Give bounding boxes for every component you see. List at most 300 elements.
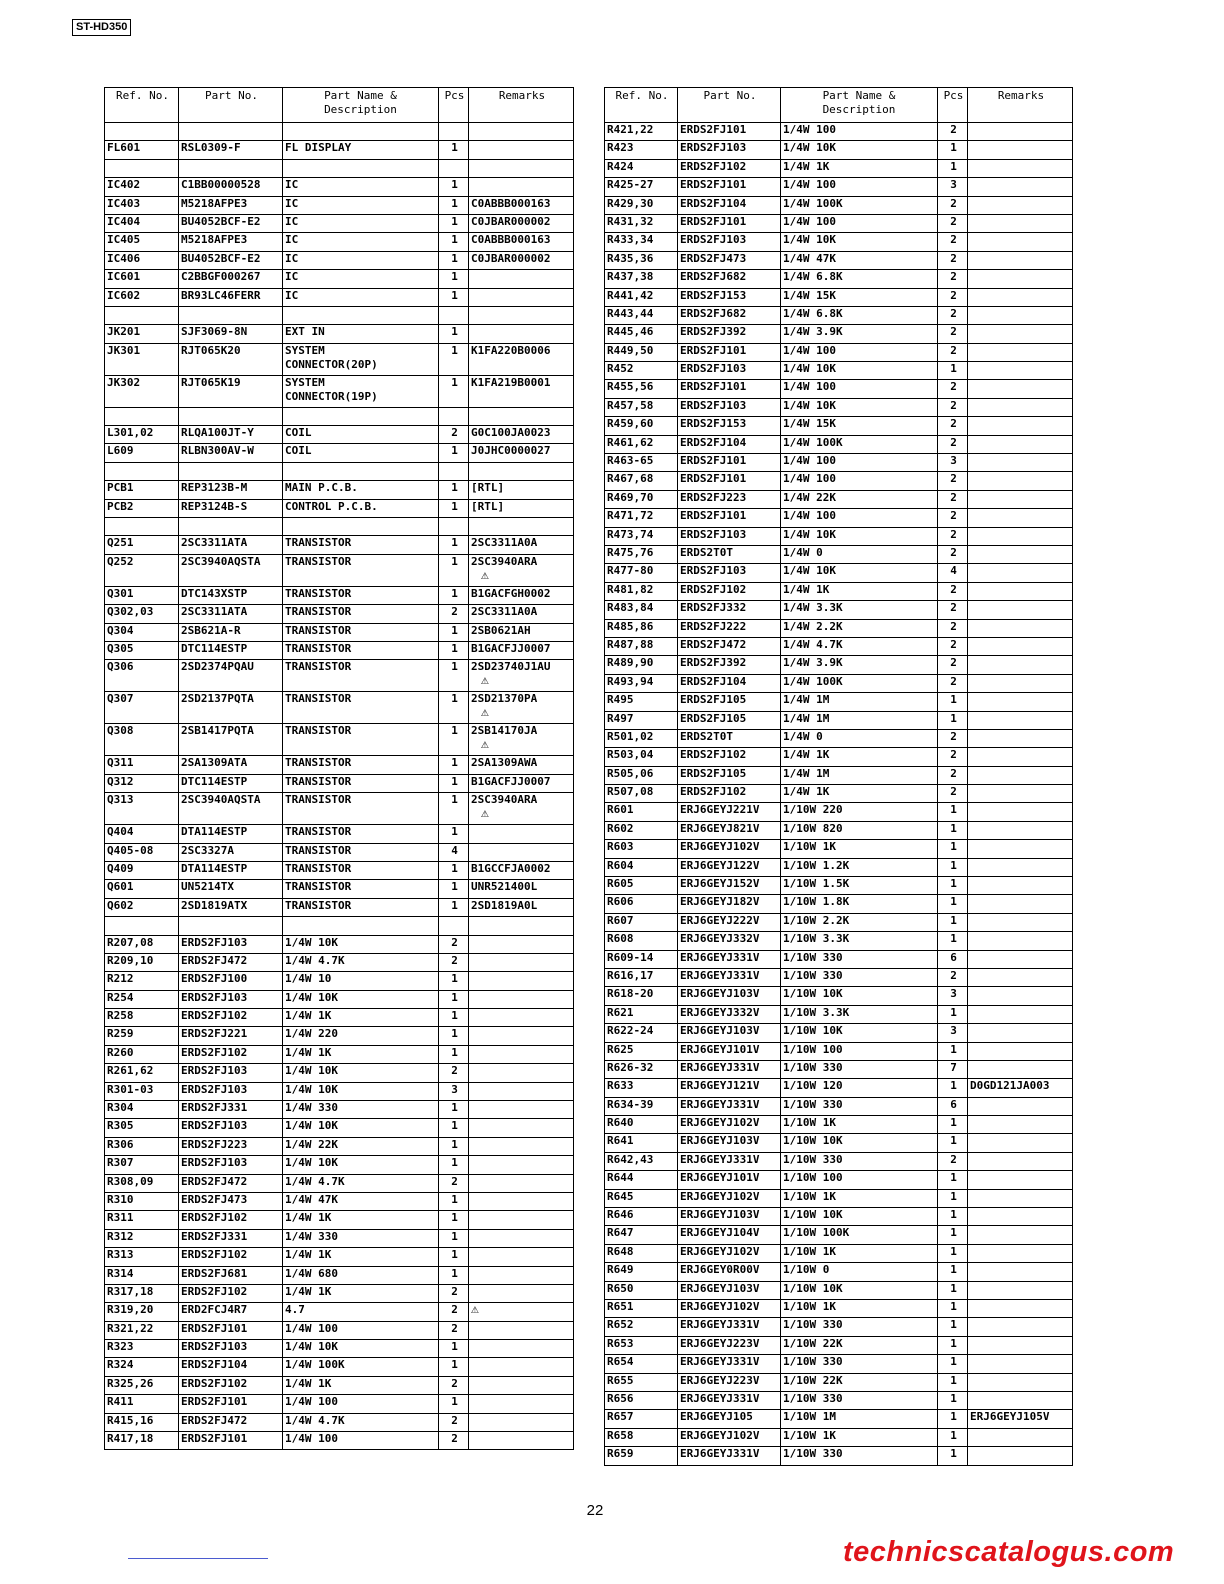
remarks-cell [469,623,574,641]
remarks-cell [968,748,1073,766]
remarks-cell [968,1263,1073,1281]
cell-text: 1/10W 220 [783,803,843,817]
table-row [605,1410,1073,1428]
ref-no-cell [605,1079,678,1097]
pcs-cell [938,858,968,876]
pcs-cell [439,774,469,792]
col-pcs: Pcs [439,88,469,123]
cell-text: 2SA1309AWA [471,756,538,770]
cell-text: 1 [950,1042,957,1056]
cell-text: RLBN300AV-W [181,444,254,458]
pcs-cell [938,1042,968,1060]
cell-text: IC [285,233,299,247]
cell-text: Q602 [107,898,134,912]
table-row [605,178,1073,196]
cell-text: C0JBAR000002 [471,214,551,228]
cell-text: 1/4W 47K [285,1192,338,1206]
remarks-cell [469,1229,574,1247]
cell-text: ERDS2FJ392 [680,656,747,670]
ref-no-cell [105,774,179,792]
part-name-cell [781,545,938,563]
table-header-row [605,88,1073,123]
cell-text: IC405 [107,233,141,247]
pcs-cell [439,1376,469,1394]
ref-no-cell [605,895,678,913]
cell-text: ERJ6GEYJ102V [680,1189,760,1203]
cell-text: 2 [950,582,957,596]
cell-text: R314 [107,1266,134,1280]
pcs-cell [938,1060,968,1078]
cell-text: 1 [451,1027,458,1041]
remarks-cell [968,1060,1073,1078]
pcs-cell [439,861,469,879]
pcs-cell [938,435,968,453]
part-no-cell [678,545,781,563]
ref-no-cell [105,214,179,232]
part-no-cell [179,935,283,953]
pcs-cell [439,1064,469,1082]
part-name-cell [283,1137,439,1155]
cell-text: Q404 [107,825,134,839]
table-row [605,380,1073,398]
cell-text: TRANSISTOR [285,793,352,807]
pcs-cell [938,1447,968,1465]
remarks-cell [469,1082,574,1100]
ref-no-cell [605,1024,678,1042]
cell-text: 1/4W 10K [285,1340,338,1354]
part-no-cell [179,1229,283,1247]
cell-text: 1 [950,1447,957,1461]
cell-text: R411 [107,1395,134,1409]
cell-text: 2SD2374PQAU [181,660,254,674]
table-row [105,1358,574,1376]
cell-text: ERJ6GEYJ222V [680,913,760,927]
cell-text: R485,86 [607,619,654,633]
cell-text: ERDS2FJ101 [680,454,747,468]
pcs-cell [938,398,968,416]
cell-text: ERDS2FJ103 [680,527,747,541]
cell-text: 1/10W 1K [783,840,836,854]
table-row [105,1321,574,1339]
remarks-cell [968,288,1073,306]
cell-text: 1 [451,375,458,389]
pcs-cell [439,724,469,756]
remarks-cell [968,141,1073,159]
pcs-cell [439,1266,469,1284]
cell-text: R626-32 [607,1060,654,1074]
cell-text: TRANSISTOR [285,724,352,738]
remarks-cell [469,825,574,843]
pcs-cell [938,582,968,600]
pcs-cell [439,990,469,1008]
pcs-cell [938,454,968,472]
part-name-cell [781,877,938,895]
cell-text: ERDS2FJ473 [181,1192,248,1206]
cell-text: Q312 [107,774,134,788]
cell-text: ERJ6GEYJ103V [680,1208,760,1222]
table-row [605,435,1073,453]
pcs-cell [439,325,469,343]
pcs-cell [439,499,469,517]
remarks-cell [968,803,1073,821]
pcs-cell [938,1024,968,1042]
cell-text: R417,18 [107,1432,154,1446]
cell-text: 1/4W 1K [783,159,830,173]
remarks-cell [469,953,574,971]
cell-text: ERDS2FJ102 [680,748,747,762]
part-name-cell [283,288,439,306]
part-name-cell [781,950,938,968]
ref-no-cell [105,1027,179,1045]
cell-text: 1/10W 1M [783,1410,836,1424]
table-row [605,785,1073,803]
col-pcs: Pcs [938,88,968,123]
ref-no-cell [105,141,179,159]
part-name-cell [781,417,938,435]
table-row [605,123,1073,141]
cell-text: 1 [451,972,458,986]
cell-text: ERJ6GEYJ331V [680,1318,760,1332]
parts-table-left [104,87,574,1450]
cell-text: 2 [950,214,957,228]
cell-text: 1 [950,858,957,872]
part-name-cell [781,803,938,821]
part-name-cell [283,724,439,756]
table-row [605,1097,1073,1115]
cell-text: Q302,03 [107,605,154,619]
part-name-cell [781,1373,938,1391]
table-row [105,843,574,861]
cell-text: 1 [451,233,458,247]
part-no-cell [678,913,781,931]
pcs-cell [439,1101,469,1119]
part-no-cell [179,861,283,879]
table-row [105,444,574,462]
cell-text: R625 [607,1042,634,1056]
cell-text: TRANSISTOR [285,692,352,706]
remarks-cell [968,380,1073,398]
cell-text: ERJ6GEYJ331V [680,1355,760,1369]
cell-text: G0C100JA0023 [471,426,551,440]
ref-no-cell [605,178,678,196]
part-name-cell [283,1358,439,1376]
remarks-cell [968,711,1073,729]
pcs-cell [439,407,469,425]
part-name-cell [283,123,439,141]
part-no-cell [678,490,781,508]
cell-text: B1GCCFJA0002 [471,861,551,875]
cell-text: 1/4W 100 [783,509,836,523]
pcs-cell [938,1079,968,1097]
cell-text: 1/4W 4.7K [285,1174,345,1188]
part-no-cell [179,660,283,692]
cell-text: 1/4W 1K [285,1211,332,1225]
cell-text: 3 [950,1024,957,1038]
table-row [105,1376,574,1394]
table-row [605,1447,1073,1465]
cell-text: 1/4W 100 [783,472,836,486]
cell-text: 1/4W 4.7K [285,1413,345,1427]
remarks-cell [968,1152,1073,1170]
part-no-cell [179,880,283,898]
cell-text: ERJ6GEYJ103V [680,1134,760,1148]
part-name-cell [283,1303,439,1321]
table-row [605,1208,1073,1226]
ref-no-cell [105,1119,179,1137]
cell-text: 4.7 [285,1303,305,1317]
pcs-cell [439,554,469,586]
remarks-cell [469,972,574,990]
part-no-cell [678,785,781,803]
cell-text: ERDS2FJ104 [680,674,747,688]
cell-text: 1/4W 1K [783,748,830,762]
cell-text: 1/10W 3.3K [783,932,850,946]
cell-text: Q252 [107,554,134,568]
cell-text: Q301 [107,586,134,600]
part-name-cell [781,619,938,637]
cell-text: TRANSISTOR [285,843,352,857]
cell-text: IC [285,270,299,284]
table-row [605,527,1073,545]
cell-text: R644 [607,1171,634,1185]
remarks-cell [968,251,1073,269]
cell-text: TRANSISTOR [285,536,352,550]
ref-no-cell [105,178,179,196]
cell-text: 1 [950,141,957,155]
remarks-cell [469,935,574,953]
ref-no-cell [605,803,678,821]
cell-text: R306 [107,1137,134,1151]
part-no-cell [179,1266,283,1284]
cell-text: 2 [950,472,957,486]
remarks-cell [968,1024,1073,1042]
cell-text: 1/4W 100 [285,1395,338,1409]
part-name-cell [283,251,439,269]
cell-text: DTC114ESTP [181,641,248,655]
pcs-cell [938,637,968,655]
table-row [105,270,574,288]
ref-no-cell [105,462,179,480]
pcs-cell [439,1321,469,1339]
cell-text: J0JHC0000027 [471,444,551,458]
part-no-cell [678,509,781,527]
pcs-cell [439,1174,469,1192]
table-row [605,729,1073,747]
pcs-cell [439,953,469,971]
cell-text: 1/10W 820 [783,821,843,835]
part-name-cell [781,1263,938,1281]
remarks-cell [469,641,574,659]
cell-text: 1 [451,1340,458,1354]
cell-text: ERDS2FJ682 [680,270,747,284]
cell-text: 2SD21370PA [471,692,538,706]
remarks-cell [469,1156,574,1174]
part-name-cell [781,564,938,582]
cell-text: 2 [950,968,957,982]
cell-text: 2 [451,1064,458,1078]
pcs-cell [439,1027,469,1045]
cell-text: 1/4W 10 [285,972,332,986]
ref-no-cell [105,898,179,916]
cell-text: R493,94 [607,674,654,688]
cell-text: 2 [451,1303,458,1317]
cell-text: IC [285,214,299,228]
ref-no-cell [105,288,179,306]
cell-text: 3 [950,987,957,1001]
cell-text: 1 [950,1336,957,1350]
part-no-cell [678,693,781,711]
cell-text: 2 [950,509,957,523]
part-name-cell [781,895,938,913]
part-name-cell [781,1079,938,1097]
col-part-name: Part Name & Description [283,88,439,123]
remarks-cell [968,509,1073,527]
cell-text: 2 [451,1376,458,1390]
cell-text: 1/4W 680 [285,1266,338,1280]
cell-text: ERDS2FJ103 [680,398,747,412]
remarks-cell [469,536,574,554]
part-no-cell [179,375,283,407]
part-name-cell [283,444,439,462]
part-name-cell [781,490,938,508]
cell-text: 1 [451,1229,458,1243]
cell-text: 1 [950,803,957,817]
part-name-cell [781,858,938,876]
pcs-cell [938,1005,968,1023]
pcs-cell [938,288,968,306]
cell-text: R429,30 [607,196,654,210]
part-name-cell [781,1005,938,1023]
part-no-cell [179,306,283,324]
remarks-cell [968,729,1073,747]
table-row [605,343,1073,361]
pcs-cell [439,793,469,825]
ref-no-cell [105,325,179,343]
cell-text: R441,42 [607,288,654,302]
ref-no-cell [605,582,678,600]
pcs-cell [938,785,968,803]
part-name-cell [781,1244,938,1262]
table-row [105,1395,574,1413]
pcs-cell [439,1156,469,1174]
table-row [105,1192,574,1210]
cell-text: R603 [607,840,634,854]
ref-no-cell [605,472,678,490]
cell-text: R310 [107,1192,134,1206]
warning-icon: ⚠ [481,673,489,689]
cell-text: ERDS2FJ473 [680,251,747,265]
cell-text: Q308 [107,724,134,738]
cell-text: 1 [950,1391,957,1405]
cell-text: R650 [607,1281,634,1295]
pcs-cell [439,756,469,774]
cell-text: 1 [451,1248,458,1262]
cell-text: 1/4W 10K [285,1064,338,1078]
part-name-cell [283,1027,439,1045]
cell-text: ERJ6GEYJ101V [680,1042,760,1056]
pcs-cell [439,1284,469,1302]
footer-link-line[interactable] [128,1558,268,1559]
cell-text: R642,43 [607,1152,654,1166]
table-row [605,1244,1073,1262]
ref-no-cell [105,343,179,375]
part-name-cell [781,306,938,324]
part-no-cell [179,123,283,141]
cell-text: 1/10W 3.3K [783,1005,850,1019]
cell-text: 1/10W 330 [783,1060,843,1074]
pcs-cell [938,1152,968,1170]
part-name-cell [781,214,938,232]
part-name-cell [781,196,938,214]
cell-text: 1/4W 1K [285,1284,332,1298]
part-no-cell [678,729,781,747]
pcs-cell [938,1428,968,1446]
part-name-cell [781,729,938,747]
ref-no-cell [105,426,179,444]
pcs-cell [439,623,469,641]
ref-no-cell [605,1116,678,1134]
cell-text: 1/10W 100 [783,1042,843,1056]
part-no-cell [179,1340,283,1358]
cell-text: ERJ6GEYJ104V [680,1226,760,1240]
cell-text: 1/4W 1K [285,1009,332,1023]
table-row [105,1248,574,1266]
cell-text: R307 [107,1156,134,1170]
table-row [605,545,1073,563]
remarks-cell [469,724,574,756]
ref-no-cell [605,693,678,711]
part-no-cell [179,972,283,990]
part-no-cell [179,586,283,604]
cell-text: R259 [107,1027,134,1041]
remarks-cell [469,426,574,444]
cell-text: R437,38 [607,270,654,284]
cell-text: 1 [451,898,458,912]
pcs-cell [439,1082,469,1100]
cell-text: ERDS2FJ103 [680,564,747,578]
ref-no-cell [105,1211,179,1229]
table-row [105,1027,574,1045]
remarks-cell [968,987,1073,1005]
cell-text: ERJ6GEYJ105 [680,1410,753,1424]
cell-text: 1 [451,756,458,770]
part-name-cell [781,123,938,141]
table-row [105,1082,574,1100]
pcs-cell [938,619,968,637]
cell-text: 1/4W 4.7K [285,953,345,967]
remarks-cell [469,407,574,425]
cell-text: ERJ6GEYJ103V [680,1281,760,1295]
part-no-cell [179,1101,283,1119]
cell-text: 1/4W 1K [285,1045,332,1059]
pcs-cell [439,196,469,214]
table-header-row [105,88,574,123]
remarks-cell [469,233,574,251]
remarks-cell [968,1244,1073,1262]
cell-text: 1/4W 100 [783,380,836,394]
cell-text: 1/4W 1M [783,766,830,780]
cell-text: R651 [607,1300,634,1313]
cell-text: R622-24 [607,1024,654,1038]
col-ref-no: Ref. No. [105,88,179,123]
remarks-cell [968,417,1073,435]
ref-no-cell [105,251,179,269]
remarks-cell [968,693,1073,711]
cell-text: 2 [950,288,957,302]
pcs-cell [938,214,968,232]
ref-no-cell [605,564,678,582]
ref-no-cell [605,840,678,858]
